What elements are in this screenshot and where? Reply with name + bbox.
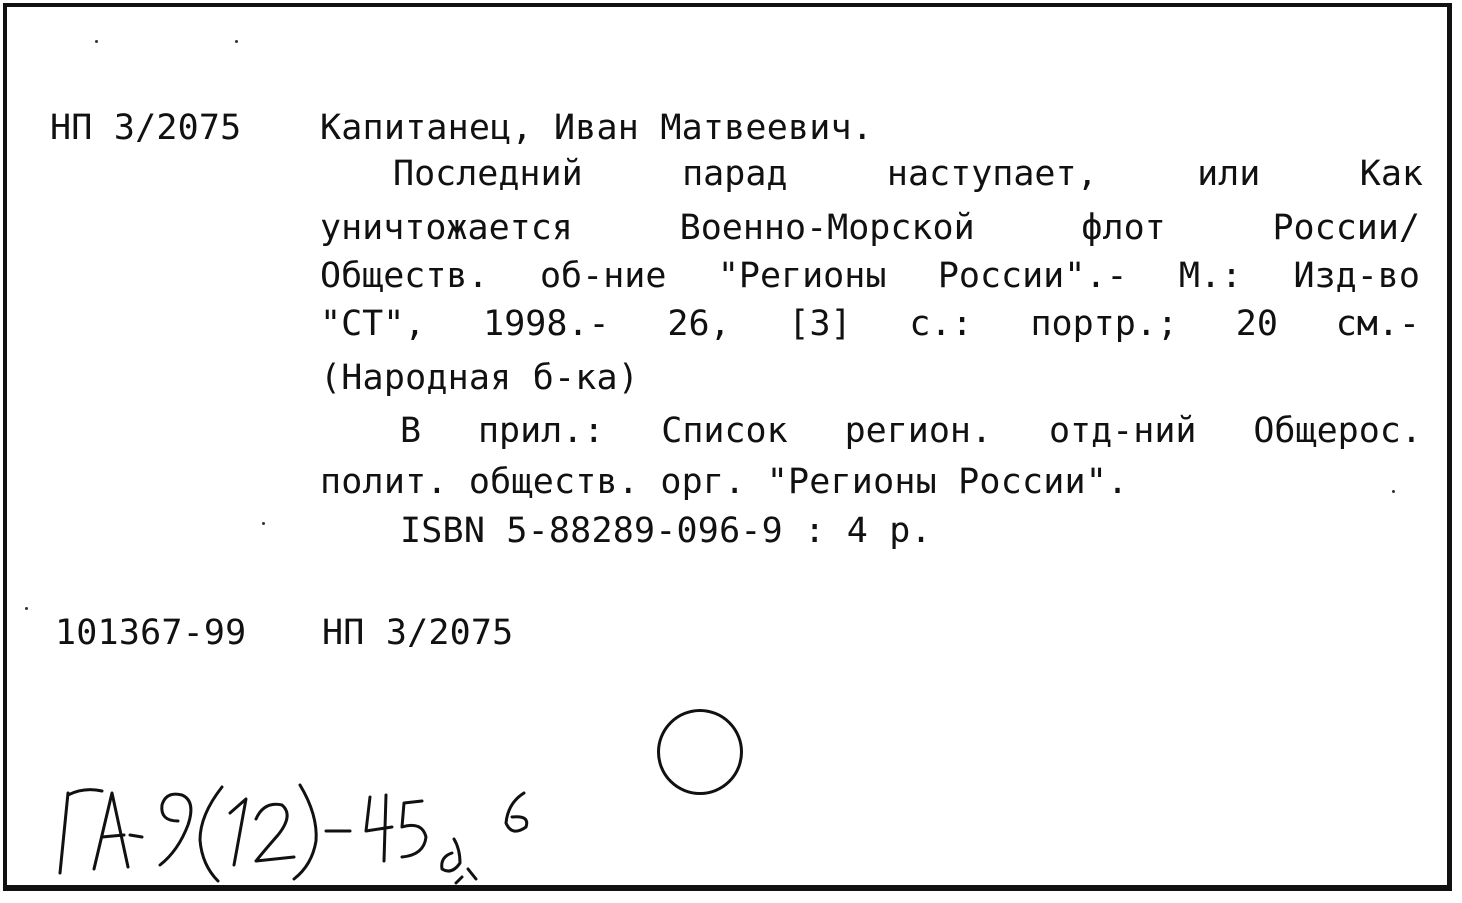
word: наступает,	[886, 154, 1098, 194]
word: Общерос.	[1253, 411, 1422, 451]
word: 1998.-	[483, 304, 610, 344]
word: Последний	[393, 154, 583, 194]
word: см.-	[1335, 304, 1420, 344]
word: Обществ.	[320, 256, 489, 296]
print-speck	[235, 40, 238, 43]
author-heading: Капитанец, Иван Матвеевич.	[320, 108, 874, 148]
description-line-3	[320, 250, 1420, 302]
description-line-1	[393, 148, 1423, 200]
word: прил.:	[477, 411, 605, 451]
word: М.:	[1178, 256, 1243, 296]
description-line-2	[320, 202, 1420, 254]
note-line-1	[400, 405, 1422, 457]
shelf-mark-repeat: НП 3/2075	[322, 613, 514, 653]
word: Как	[1359, 154, 1423, 194]
description-line-4	[320, 298, 1420, 350]
word: отд-ний	[1048, 411, 1197, 451]
word: В	[400, 411, 422, 451]
print-speck	[262, 522, 265, 525]
isbn-price: ISBN 5-88289-096-9 : 4 р.	[400, 511, 932, 551]
word: уничтожается	[320, 208, 573, 248]
word: "Регионы	[717, 256, 887, 296]
print-speck	[95, 40, 98, 43]
word: с.:	[909, 304, 973, 344]
word: флот	[1081, 208, 1166, 248]
series-statement: (Народная б-ка)	[320, 358, 640, 398]
word: или	[1197, 154, 1261, 194]
word: России".-	[937, 256, 1128, 296]
word: Изд-во	[1293, 256, 1420, 296]
handwritten-note	[50, 765, 590, 885]
word: [3]	[788, 304, 852, 344]
print-speck	[1392, 490, 1395, 493]
word: Военно-Морской	[679, 208, 975, 248]
word: 20	[1235, 304, 1278, 344]
word: "СТ",	[320, 304, 426, 344]
word: портр.;	[1030, 304, 1178, 344]
accession-number: 101367-99	[55, 613, 247, 653]
word: регион.	[844, 411, 993, 451]
word: 26,	[667, 304, 731, 344]
shelf-mark: НП 3/2075	[50, 108, 242, 148]
card-punch-hole	[657, 709, 743, 795]
word: парад	[682, 154, 788, 194]
note-line-2: полит. обществ. орг. "Регионы России".	[320, 462, 1129, 502]
print-speck	[25, 607, 28, 610]
word: России/	[1272, 208, 1420, 248]
word: Список	[661, 411, 788, 451]
word: об-ние	[539, 256, 667, 296]
